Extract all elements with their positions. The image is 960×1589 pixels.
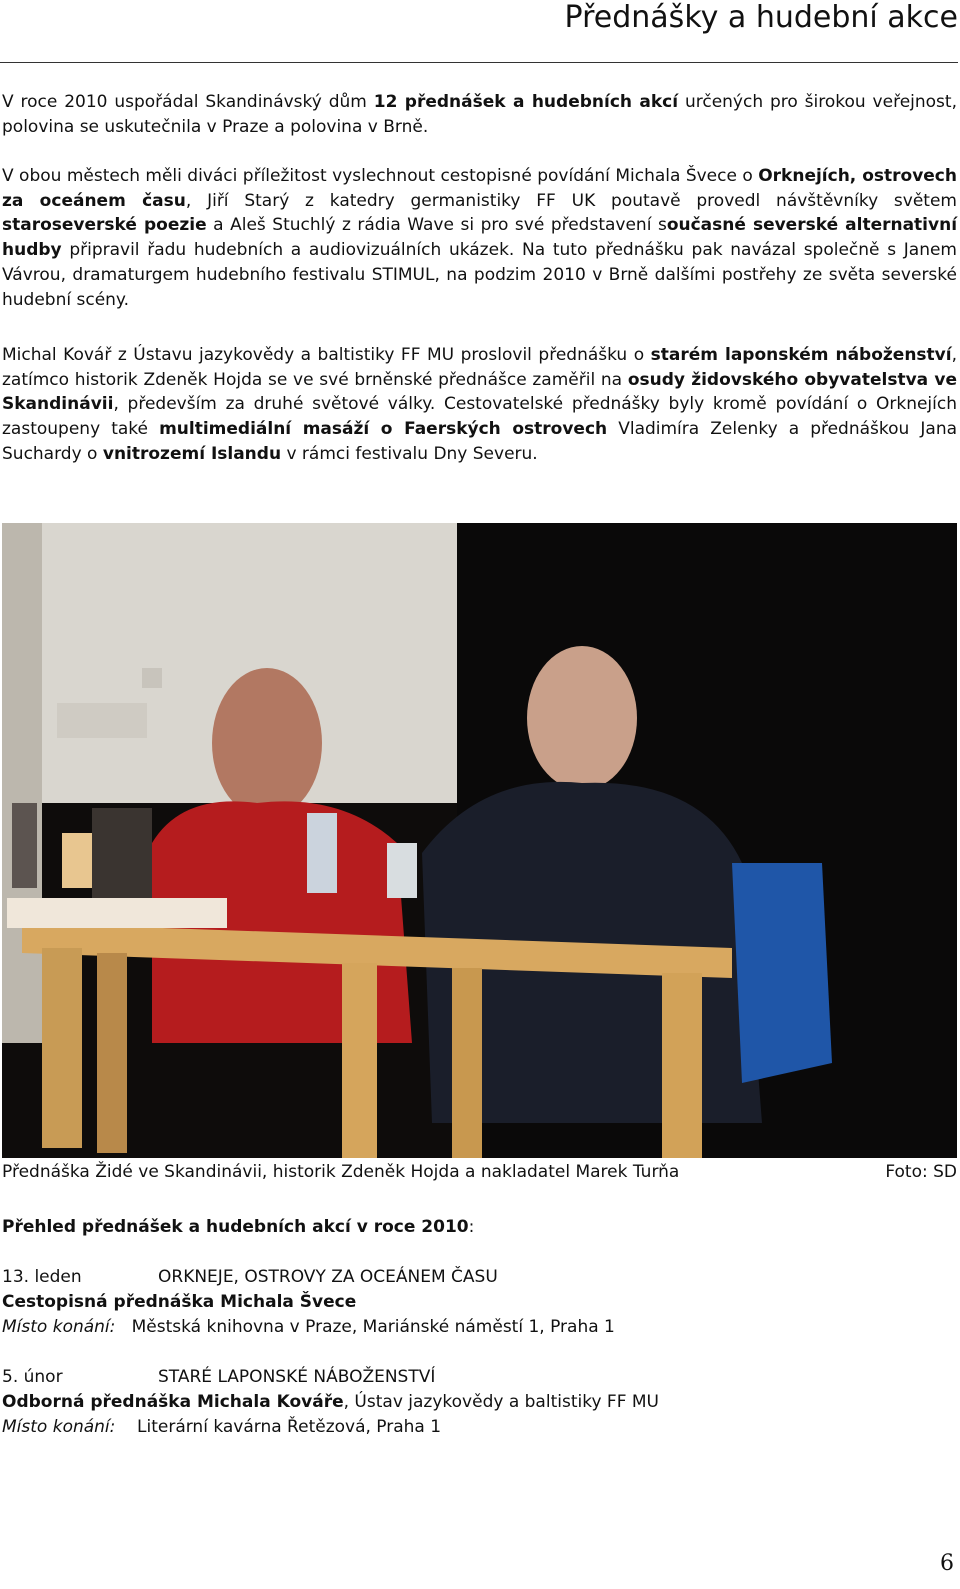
event-entry xyxy=(2,1265,957,1340)
overview-heading: Přehled přednášek a hudebních akcí v roce 2010: xyxy=(2,1217,475,1237)
photo-caption xyxy=(2,1160,957,1184)
event-venue: Místo konání: Literární kavárna Řetězová, Praha 1 xyxy=(2,1417,442,1437)
event-entry xyxy=(2,1365,957,1440)
event-venue: Místo konání: Městská knihovna v Praze, Mariánské náměstí 1, Praha 1 xyxy=(2,1317,615,1337)
event-title: ORKNEJE, OSTROVY ZA OCEÁNEM ČASU xyxy=(158,1267,498,1287)
intro-paragraph: V roce 2010 uspořádal Skandinávský dům 12 přednášek a hudebních akcí určených pro širokou veřejnost, polovina se uskutečnila v Praze a polovina v Brně. xyxy=(2,92,957,137)
page-title: Přednášky a hudební akce xyxy=(564,0,958,35)
event-type: Odborná přednáška Michala Kováře, Ústav jazykovědy a baltistiky FF MU xyxy=(2,1392,659,1412)
lecture-photo xyxy=(2,523,957,1158)
event-title: STARÉ LAPONSKÉ NÁBOŽENSTVÍ xyxy=(158,1367,436,1387)
header-divider xyxy=(0,62,958,63)
caption-text: Přednáška Židé ve Skandinávii, historik Zdeněk Hojda a nakladatel Marek Turňa xyxy=(2,1162,680,1182)
event-header xyxy=(2,1265,957,1290)
event-date: 5. únor xyxy=(2,1367,63,1387)
photo-credit: Foto: SD xyxy=(885,1162,957,1182)
lectures-paragraph: Michal Kovář z Ústavu jazykovědy a baltistiky FF MU proslovil přednášku o starém laponském náboženství, zatímco historik Zdeněk Hojda se ve své brněnské přednášce zaměřil na osudy židovského obyvatelstva ve Skandinávii, především za druhé světové války. Cestovatelské přednášky byly kromě povídání o Orknejích zastoupeny také multimediální masáží o Faerských ostrovech Vladimíra Zelenky a přednáškou Jana Suchardy o vnitrozemí Islandu v rámci festivalu Dny Severu. xyxy=(2,345,958,464)
page-number: 6 xyxy=(940,1551,954,1576)
event-header xyxy=(2,1365,957,1390)
event-type: Cestopisná přednáška Michala Švece xyxy=(2,1292,357,1312)
event-date: 13. leden xyxy=(2,1267,82,1287)
events-paragraph: V obou městech měli diváci příležitost vyslechnout cestopisné povídání Michala Švece o Orknejích, ostrovech za oceánem času, Jiří Starý z katedry germanistiky FF UK poutavě provedl návštěvníky světem staroseverské poezie a Aleš Stuchlý z rádia Wave si pro své představení současné severské alternativní hudby připravil řadu hudebních a audiovizuálních ukázek. Na tuto přednášku pak navázal společně s Janem Vávrou, dramaturgem hudebního festivalu STIMUL, na podzim 2010 v Brně dalšími postřehy ze světa severské hudební scény. xyxy=(2,166,958,310)
